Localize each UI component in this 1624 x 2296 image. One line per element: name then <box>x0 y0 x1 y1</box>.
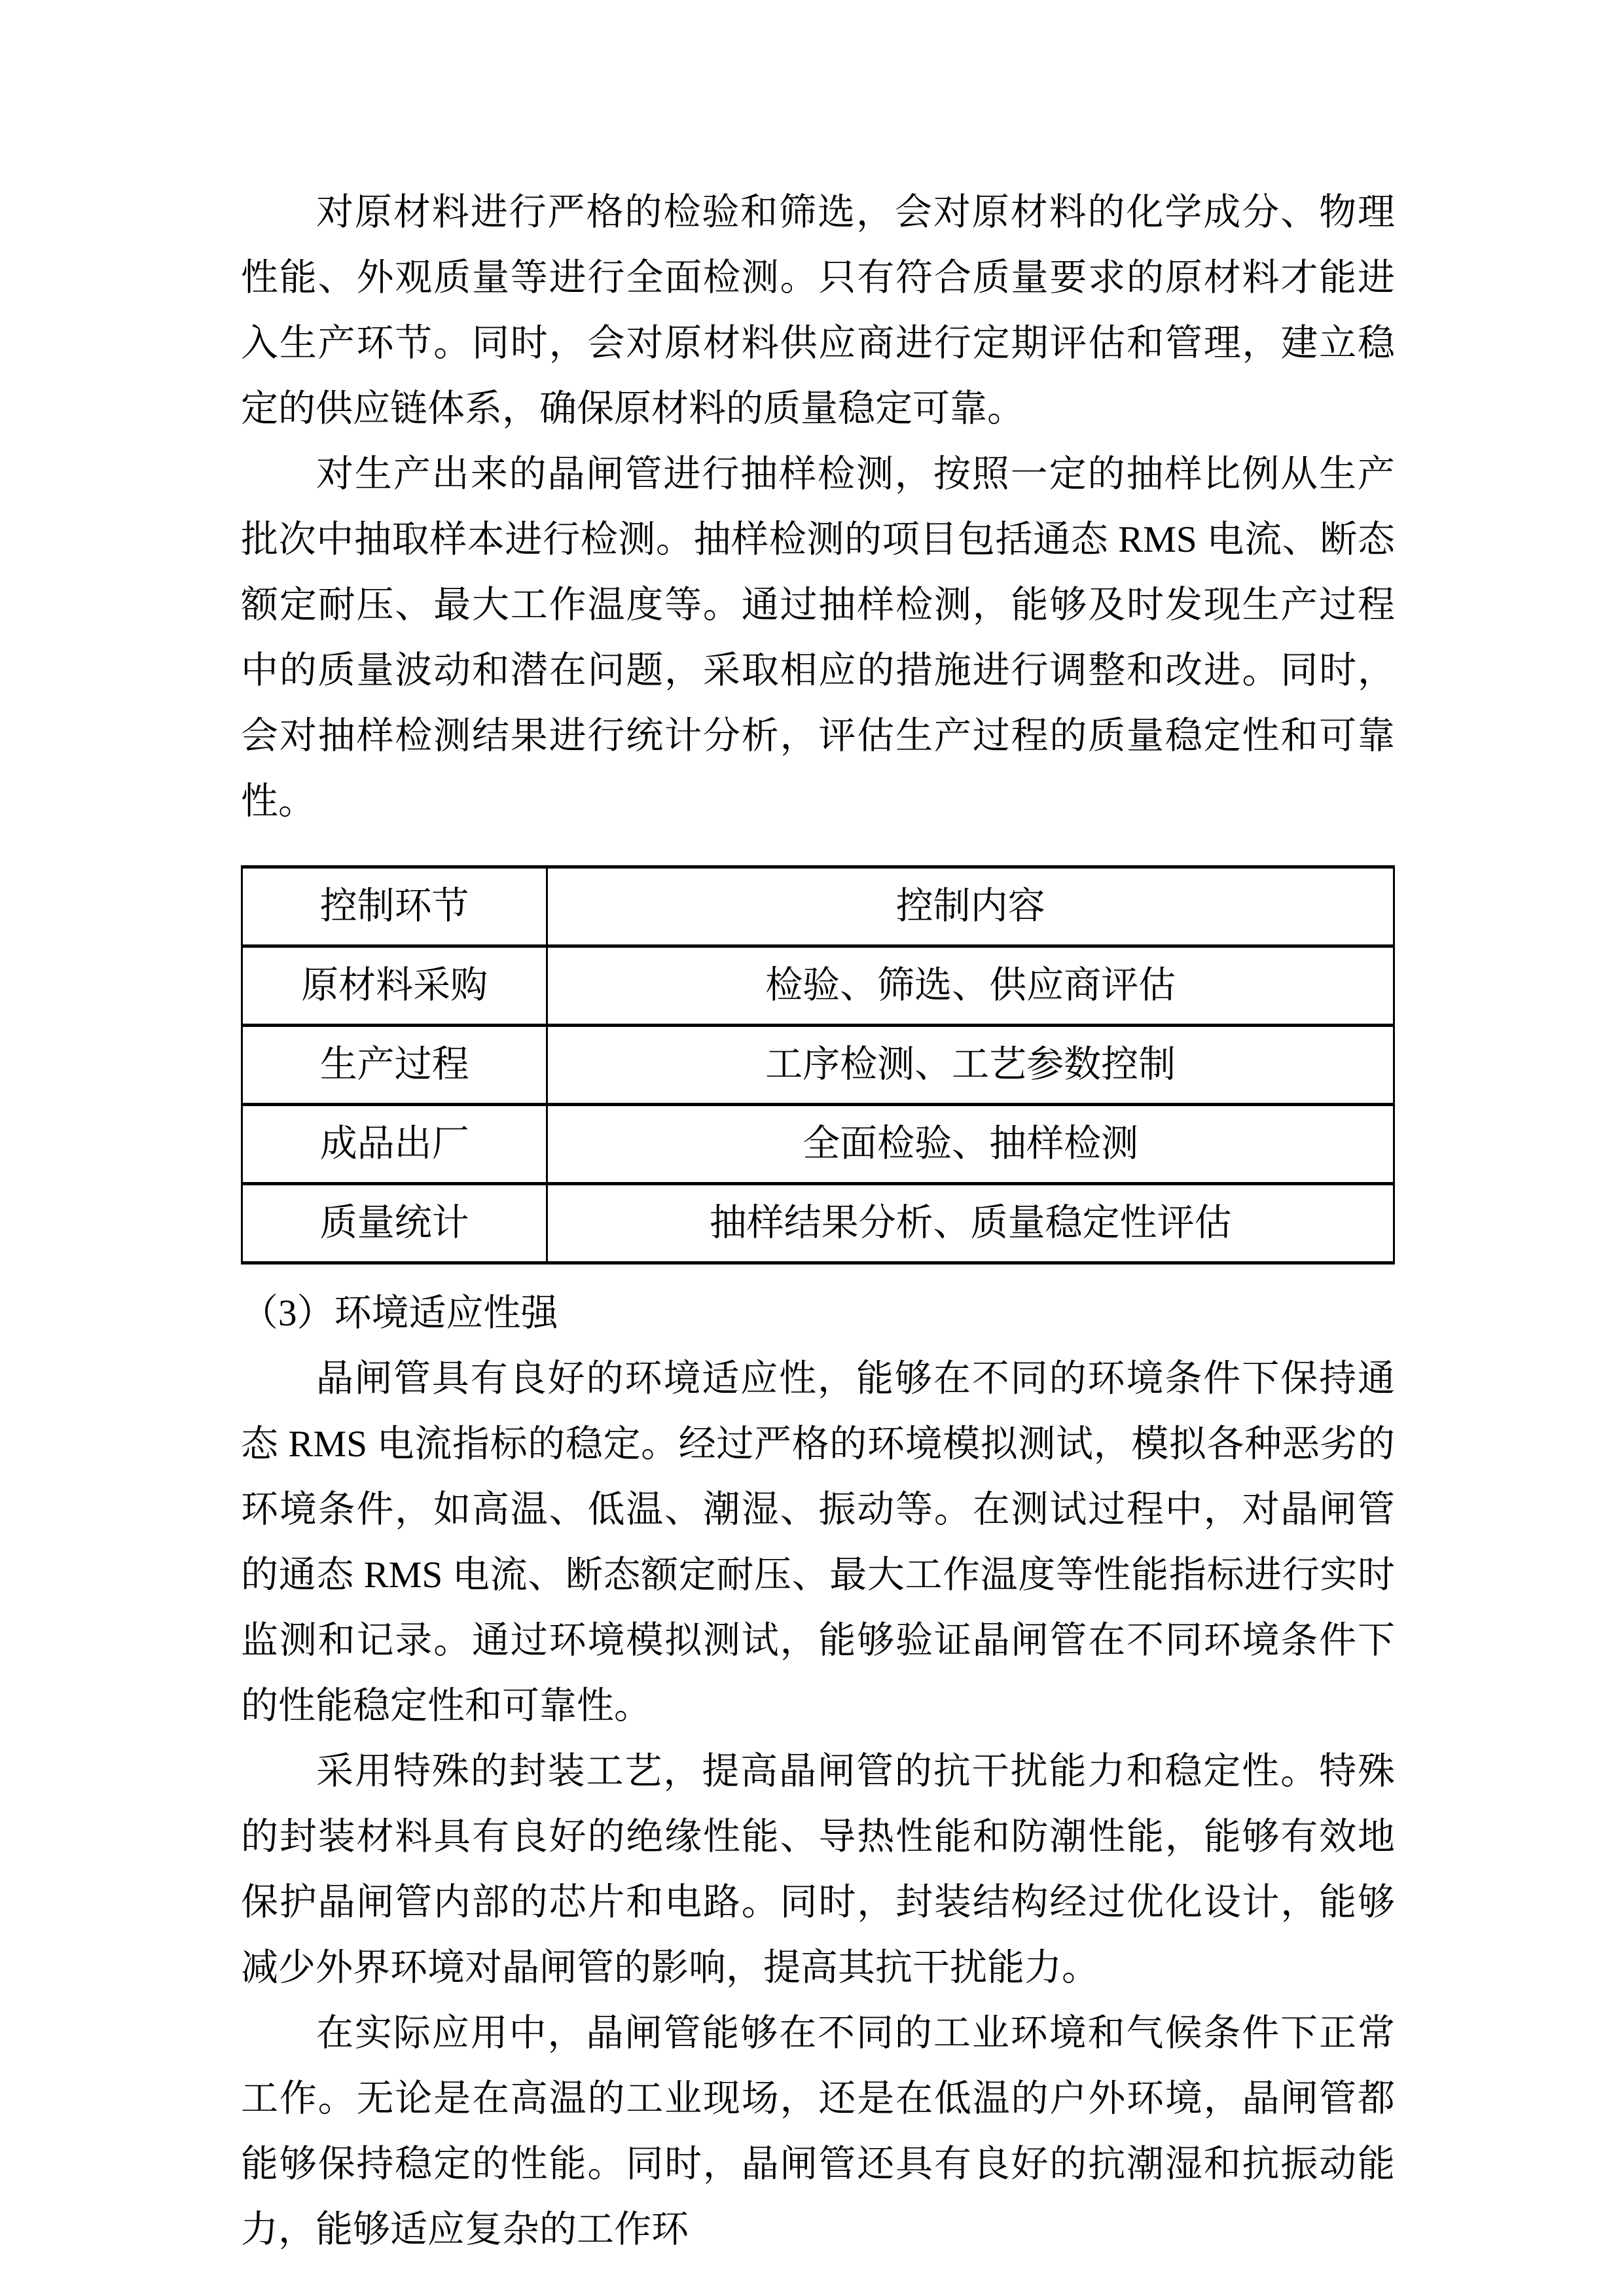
table-cell-stage: 原材料采购 <box>242 946 547 1026</box>
body-paragraph-raw-material: 对原材料进行严格的检验和筛选，会对原材料的化学成分、物理性能、外观质量等进行全面检测。只有符合质量要求的原材料才能进入生产环节。同时，会对原材料供应商进行定期评估和管理，建立稳定的供应链体系，确保原材料的质量稳定可靠。 <box>241 192 1395 429</box>
table-cell-content: 工序检测、工艺参数控制 <box>547 1026 1394 1105</box>
section-heading-environment: （3）环境适应性强 <box>241 1293 558 1334</box>
table-cell-content: 检验、筛选、供应商评估 <box>547 946 1394 1026</box>
body-paragraph-application: 在实际应用中，晶闸管能够在不同的工业环境和气候条件下正常工作。无论是在高温的工业现场，还是在低温的户外环境，晶闸管都能够保持稳定的性能。同时，晶闸管还具有良好的抗潮湿和抗振动能力，能够适应复杂的工作环 <box>241 2013 1395 2250</box>
table-header-row <box>242 867 1394 946</box>
body-paragraph-environment: 晶闸管具有良好的环境适应性，能够在不同的环境条件下保持通态 RMS 电流指标的稳定。经过严格的环境模拟测试，模拟各种恶劣的环境条件，如高温、低温、潮湿、振动等。在测试过程中，对晶闸管的通态 RMS 电流、断态额定耐压、最大工作温度等性能指标进行实时监测和记录。通过环境模拟测试，能够验证晶闸管在不同环境条件下的性能稳定性和可靠性。 <box>241 1358 1395 1727</box>
table-row <box>242 946 1394 1026</box>
table-row <box>242 1026 1394 1105</box>
table-cell-content: 全面检验、抽样检测 <box>547 1105 1394 1184</box>
table-header-cell-stage: 控制环节 <box>242 867 547 946</box>
quality-control-table <box>241 865 1395 1265</box>
table-row <box>242 1105 1394 1184</box>
table-cell-stage: 成品出厂 <box>242 1105 547 1184</box>
table-cell-stage: 质量统计 <box>242 1184 547 1263</box>
table-cell-stage: 生产过程 <box>242 1026 547 1105</box>
body-paragraph-packaging: 采用特殊的封装工艺，提高晶闸管的抗干扰能力和稳定性。特殊的封装材料具有良好的绝缘性能、导热性能和防潮性能，能够有效地保护晶闸管内部的芯片和电路。同时，封装结构经过优化设计，能够减少外界环境对晶闸管的影响，提高其抗干扰能力。 <box>241 1751 1395 1988</box>
table-row <box>242 1184 1394 1263</box>
table-cell-content: 抽样结果分析、质量稳定性评估 <box>547 1184 1394 1263</box>
body-paragraph-sampling: 对生产出来的晶闸管进行抽样检测，按照一定的抽样比例从生产批次中抽取样本进行检测。抽样检测的项目包括通态 RMS 电流、断态额定耐压、最大工作温度等。通过抽样检测，能够及时发现生产过程中的质量波动和潜在问题，采取相应的措施进行调整和改进。同时，会对抽样检测结果进行统计分析，评估生产过程的质量稳定性和可靠性。 <box>241 454 1395 822</box>
table-header-cell-content: 控制内容 <box>547 867 1394 946</box>
